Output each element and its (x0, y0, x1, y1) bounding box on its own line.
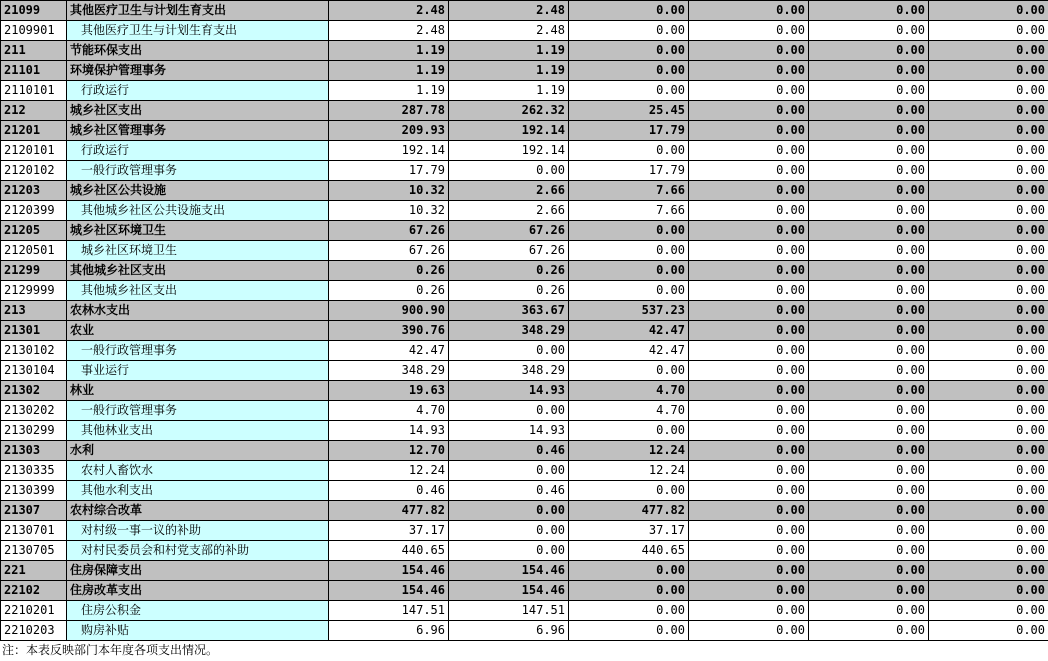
row-name-cell[interactable]: 住房公积金 (67, 601, 329, 621)
row-value-cell[interactable]: 17.79 (569, 121, 689, 141)
row-name-cell[interactable]: 住房保障支出 (67, 561, 329, 581)
row-code-cell[interactable]: 2130399 (1, 481, 67, 501)
row-value-cell[interactable]: 0.00 (929, 281, 1048, 301)
row-value-cell[interactable]: 10.32 (329, 181, 449, 201)
detail-row (1, 141, 1048, 161)
row-value-cell[interactable]: 0.00 (689, 281, 809, 301)
row-name-cell[interactable]: 一般行政管理事务 (67, 341, 329, 361)
row-code-cell[interactable]: 2109901 (1, 21, 67, 41)
row-value-cell[interactable]: 0.00 (689, 21, 809, 41)
row-value-cell[interactable]: 10.32 (329, 201, 449, 221)
row-value-cell[interactable]: 14.93 (449, 421, 569, 441)
row-name-cell[interactable]: 事业运行 (67, 361, 329, 381)
row-code-cell[interactable]: 21301 (1, 321, 67, 341)
row-value-cell[interactable]: 0.00 (809, 281, 929, 301)
row-value-cell[interactable]: 0.00 (449, 521, 569, 541)
summary-row (1, 121, 1048, 141)
row-value-cell[interactable]: 2.66 (449, 201, 569, 221)
detail-row (1, 81, 1048, 101)
row-value-cell[interactable]: 0.00 (809, 521, 929, 541)
row-value-cell[interactable]: 0.00 (809, 241, 929, 261)
row-value-cell[interactable]: 0.00 (569, 621, 689, 641)
row-value-cell[interactable]: 0.00 (449, 501, 569, 521)
footnote: 注：本表反映部门本年度各项支出情况。 (2, 643, 219, 657)
row-value-cell[interactable]: 192.14 (329, 141, 449, 161)
row-value-cell[interactable]: 0.00 (929, 181, 1048, 201)
row-code-cell[interactable]: 21203 (1, 181, 67, 201)
row-value-cell[interactable]: 67.26 (449, 221, 569, 241)
row-value-cell[interactable]: 0.00 (569, 81, 689, 101)
row-value-cell[interactable]: 12.24 (569, 461, 689, 481)
row-value-cell[interactable]: 0.00 (929, 41, 1048, 61)
detail-row (1, 341, 1048, 361)
row-value-cell[interactable]: 262.32 (449, 101, 569, 121)
summary-row (1, 581, 1048, 601)
row-value-cell[interactable]: 0.46 (449, 481, 569, 501)
row-value-cell[interactable]: 2.48 (449, 1, 569, 21)
row-value-cell[interactable]: 0.00 (689, 481, 809, 501)
row-value-cell[interactable]: 0.00 (689, 381, 809, 401)
row-value-cell[interactable]: 0.00 (689, 121, 809, 141)
row-value-cell[interactable]: 17.79 (569, 161, 689, 181)
row-value-cell[interactable]: 0.46 (449, 441, 569, 461)
row-value-cell[interactable]: 0.00 (929, 561, 1048, 581)
row-value-cell[interactable]: 0.00 (689, 441, 809, 461)
row-value-cell[interactable]: 0.00 (929, 381, 1048, 401)
row-value-cell[interactable]: 0.00 (809, 361, 929, 381)
row-value-cell[interactable]: 1.19 (329, 61, 449, 81)
row-value-cell[interactable]: 0.00 (449, 341, 569, 361)
row-name-cell[interactable]: 其他城乡社区支出 (67, 281, 329, 301)
detail-row (1, 421, 1048, 441)
row-value-cell[interactable]: 1.19 (449, 41, 569, 61)
row-value-cell[interactable]: 0.00 (809, 561, 929, 581)
row-code-cell[interactable]: 2120101 (1, 141, 67, 161)
row-code-cell[interactable]: 21302 (1, 381, 67, 401)
row-value-cell[interactable]: 0.00 (809, 1, 929, 21)
row-value-cell[interactable]: 0.00 (929, 581, 1048, 601)
row-value-cell[interactable]: 7.66 (569, 181, 689, 201)
row-value-cell[interactable]: 0.00 (689, 401, 809, 421)
summary-row (1, 561, 1048, 581)
row-value-cell[interactable]: 0.00 (569, 241, 689, 261)
row-value-cell[interactable]: 0.00 (929, 481, 1048, 501)
row-value-cell[interactable]: 0.00 (929, 101, 1048, 121)
row-name-cell[interactable]: 城乡社区公共设施 (67, 181, 329, 201)
row-value-cell[interactable]: 147.51 (449, 601, 569, 621)
row-value-cell[interactable]: 25.45 (569, 101, 689, 121)
row-value-cell[interactable]: 0.00 (809, 421, 929, 441)
row-value-cell[interactable]: 0.00 (689, 621, 809, 641)
row-value-cell[interactable]: 0.00 (569, 561, 689, 581)
row-name-cell[interactable]: 水利 (67, 441, 329, 461)
row-value-cell[interactable]: 348.29 (449, 321, 569, 341)
row-value-cell[interactable]: 440.65 (569, 541, 689, 561)
summary-row (1, 501, 1048, 521)
row-value-cell[interactable]: 0.00 (809, 41, 929, 61)
row-value-cell[interactable]: 390.76 (329, 321, 449, 341)
row-value-cell[interactable]: 0.00 (809, 401, 929, 421)
row-value-cell[interactable]: 0.00 (809, 141, 929, 161)
row-code-cell[interactable]: 2120501 (1, 241, 67, 261)
detail-row (1, 241, 1048, 261)
row-value-cell[interactable]: 6.96 (329, 621, 449, 641)
row-code-cell[interactable]: 21299 (1, 261, 67, 281)
row-value-cell[interactable]: 0.26 (449, 261, 569, 281)
summary-row (1, 181, 1048, 201)
row-value-cell[interactable]: 0.00 (689, 341, 809, 361)
row-value-cell[interactable]: 0.00 (809, 61, 929, 81)
row-value-cell[interactable]: 0.00 (689, 41, 809, 61)
row-value-cell[interactable]: 0.00 (689, 501, 809, 521)
row-name-cell[interactable]: 城乡社区管理事务 (67, 121, 329, 141)
detail-row (1, 621, 1048, 641)
row-value-cell[interactable]: 0.00 (809, 201, 929, 221)
row-value-cell[interactable]: 37.17 (329, 521, 449, 541)
row-code-cell[interactable]: 2129999 (1, 281, 67, 301)
row-code-cell[interactable]: 2130104 (1, 361, 67, 381)
row-name-cell[interactable]: 住房改革支出 (67, 581, 329, 601)
row-code-cell[interactable]: 2130335 (1, 461, 67, 481)
row-value-cell[interactable]: 0.00 (569, 421, 689, 441)
row-value-cell[interactable]: 0.00 (569, 481, 689, 501)
row-value-cell[interactable]: 0.46 (329, 481, 449, 501)
detail-row (1, 541, 1048, 561)
summary-row (1, 101, 1048, 121)
row-name-cell[interactable]: 对村级一事一议的补助 (67, 521, 329, 541)
row-value-cell[interactable]: 67.26 (329, 221, 449, 241)
row-value-cell[interactable]: 0.00 (689, 601, 809, 621)
row-value-cell[interactable]: 67.26 (329, 241, 449, 261)
row-value-cell[interactable]: 2.48 (329, 1, 449, 21)
row-code-cell[interactable]: 2130102 (1, 341, 67, 361)
row-value-cell[interactable]: 0.00 (809, 21, 929, 41)
row-value-cell[interactable]: 0.00 (809, 81, 929, 101)
row-value-cell[interactable]: 0.00 (809, 441, 929, 461)
row-value-cell[interactable]: 0.00 (569, 21, 689, 41)
row-value-cell[interactable]: 900.90 (329, 301, 449, 321)
row-value-cell[interactable]: 0.00 (689, 421, 809, 441)
row-value-cell[interactable]: 154.46 (449, 581, 569, 601)
row-code-cell[interactable]: 21307 (1, 501, 67, 521)
row-name-cell[interactable]: 其他水利支出 (67, 481, 329, 501)
row-value-cell[interactable]: 0.00 (929, 81, 1048, 101)
row-value-cell[interactable]: 0.00 (689, 81, 809, 101)
row-name-cell[interactable]: 其他林业支出 (67, 421, 329, 441)
row-name-cell[interactable]: 行政运行 (67, 81, 329, 101)
summary-row (1, 61, 1048, 81)
row-value-cell[interactable]: 154.46 (449, 561, 569, 581)
row-code-cell[interactable]: 2120102 (1, 161, 67, 181)
row-value-cell[interactable]: 0.00 (689, 581, 809, 601)
row-value-cell[interactable]: 0.00 (929, 21, 1048, 41)
row-value-cell[interactable]: 477.82 (329, 501, 449, 521)
row-value-cell[interactable]: 0.00 (929, 441, 1048, 461)
row-value-cell[interactable]: 0.00 (569, 261, 689, 281)
row-name-cell[interactable]: 环境保护管理事务 (67, 61, 329, 81)
row-value-cell[interactable]: 0.00 (569, 601, 689, 621)
row-value-cell[interactable]: 42.47 (569, 341, 689, 361)
row-value-cell[interactable]: 0.00 (929, 361, 1048, 381)
table-body (1, 1, 1048, 641)
row-value-cell[interactable]: 154.46 (329, 561, 449, 581)
row-value-cell[interactable]: 0.00 (689, 61, 809, 81)
row-value-cell[interactable]: 0.00 (569, 361, 689, 381)
row-value-cell[interactable]: 1.19 (449, 81, 569, 101)
row-name-cell[interactable]: 城乡社区环境卫生 (67, 221, 329, 241)
row-value-cell[interactable]: 0.00 (929, 321, 1048, 341)
summary-row (1, 301, 1048, 321)
row-value-cell[interactable]: 0.00 (689, 221, 809, 241)
row-value-cell[interactable]: 0.00 (809, 541, 929, 561)
row-value-cell[interactable]: 348.29 (449, 361, 569, 381)
row-value-cell[interactable]: 12.24 (329, 461, 449, 481)
row-value-cell[interactable]: 0.00 (809, 621, 929, 641)
row-code-cell[interactable]: 2130701 (1, 521, 67, 541)
row-value-cell[interactable]: 0.00 (689, 161, 809, 181)
row-code-cell[interactable]: 2110101 (1, 81, 67, 101)
row-value-cell[interactable]: 42.47 (329, 341, 449, 361)
row-value-cell[interactable]: 0.00 (689, 521, 809, 541)
row-value-cell[interactable]: 0.00 (809, 461, 929, 481)
row-value-cell[interactable]: 2.48 (329, 21, 449, 41)
row-value-cell[interactable]: 0.00 (929, 121, 1048, 141)
row-name-cell[interactable]: 对村民委员会和村党支部的补助 (67, 541, 329, 561)
detail-row (1, 481, 1048, 501)
row-name-cell[interactable]: 一般行政管理事务 (67, 401, 329, 421)
row-value-cell[interactable]: 0.00 (689, 561, 809, 581)
row-value-cell[interactable]: 0.26 (329, 281, 449, 301)
row-value-cell[interactable]: 0.00 (569, 281, 689, 301)
detail-row (1, 21, 1048, 41)
row-value-cell[interactable]: 0.00 (809, 501, 929, 521)
row-name-cell[interactable]: 农村综合改革 (67, 501, 329, 521)
row-value-cell[interactable]: 17.79 (329, 161, 449, 181)
summary-row (1, 1, 1048, 21)
row-value-cell[interactable]: 0.00 (929, 161, 1048, 181)
row-name-cell[interactable]: 农业 (67, 321, 329, 341)
row-value-cell[interactable]: 0.00 (689, 321, 809, 341)
row-name-cell[interactable]: 其他城乡社区公共设施支出 (67, 201, 329, 221)
row-value-cell[interactable]: 0.00 (929, 601, 1048, 621)
detail-row (1, 521, 1048, 541)
row-value-cell[interactable]: 0.00 (809, 121, 929, 141)
row-value-cell[interactable]: 147.51 (329, 601, 449, 621)
row-code-cell[interactable]: 2120399 (1, 201, 67, 221)
row-value-cell[interactable]: 192.14 (449, 121, 569, 141)
row-value-cell[interactable]: 0.00 (929, 221, 1048, 241)
row-name-cell[interactable]: 农村人畜饮水 (67, 461, 329, 481)
summary-row (1, 381, 1048, 401)
detail-row (1, 461, 1048, 481)
row-value-cell[interactable]: 0.00 (689, 541, 809, 561)
row-value-cell[interactable]: 0.00 (929, 621, 1048, 641)
summary-row (1, 441, 1048, 461)
row-value-cell[interactable]: 14.93 (449, 381, 569, 401)
row-value-cell[interactable]: 0.00 (809, 581, 929, 601)
row-value-cell[interactable]: 19.63 (329, 381, 449, 401)
row-code-cell[interactable]: 2130705 (1, 541, 67, 561)
row-value-cell[interactable]: 0.00 (449, 541, 569, 561)
row-value-cell[interactable]: 0.00 (809, 341, 929, 361)
row-value-cell[interactable]: 0.00 (929, 201, 1048, 221)
row-name-cell[interactable]: 林业 (67, 381, 329, 401)
row-value-cell[interactable]: 0.00 (689, 101, 809, 121)
row-code-cell[interactable]: 2210201 (1, 601, 67, 621)
row-value-cell[interactable]: 287.78 (329, 101, 449, 121)
row-value-cell[interactable]: 0.00 (689, 181, 809, 201)
row-value-cell[interactable]: 477.82 (569, 501, 689, 521)
row-value-cell[interactable]: 363.67 (449, 301, 569, 321)
row-value-cell[interactable]: 0.00 (929, 461, 1048, 481)
row-value-cell[interactable]: 0.00 (929, 521, 1048, 541)
detail-row (1, 601, 1048, 621)
row-value-cell[interactable]: 0.00 (569, 141, 689, 161)
row-value-cell[interactable]: 0.00 (929, 341, 1048, 361)
row-code-cell[interactable]: 2130299 (1, 421, 67, 441)
summary-row (1, 221, 1048, 241)
row-value-cell[interactable]: 0.00 (809, 101, 929, 121)
row-code-cell[interactable]: 213 (1, 301, 67, 321)
row-value-cell[interactable]: 0.00 (809, 481, 929, 501)
row-value-cell[interactable]: 537.23 (569, 301, 689, 321)
row-value-cell[interactable]: 7.66 (569, 201, 689, 221)
row-value-cell[interactable]: 0.00 (689, 141, 809, 161)
row-value-cell[interactable]: 0.00 (929, 501, 1048, 521)
row-value-cell[interactable]: 0.00 (809, 601, 929, 621)
row-value-cell[interactable]: 12.70 (329, 441, 449, 461)
row-value-cell[interactable]: 0.00 (809, 161, 929, 181)
row-value-cell[interactable]: 1.19 (329, 41, 449, 61)
detail-row (1, 161, 1048, 181)
row-value-cell[interactable]: 0.00 (569, 581, 689, 601)
row-value-cell[interactable]: 0.00 (809, 261, 929, 281)
row-value-cell[interactable]: 348.29 (329, 361, 449, 381)
row-value-cell[interactable]: 0.00 (929, 401, 1048, 421)
row-value-cell[interactable]: 6.96 (449, 621, 569, 641)
row-value-cell[interactable]: 0.00 (809, 221, 929, 241)
summary-row (1, 41, 1048, 61)
row-value-cell[interactable]: 0.00 (929, 301, 1048, 321)
row-value-cell[interactable]: 154.46 (329, 581, 449, 601)
row-value-cell[interactable]: 0.00 (929, 1, 1048, 21)
row-value-cell[interactable]: 0.26 (449, 281, 569, 301)
row-value-cell[interactable]: 1.19 (449, 61, 569, 81)
row-value-cell[interactable]: 0.00 (449, 401, 569, 421)
row-value-cell[interactable]: 0.00 (809, 381, 929, 401)
row-value-cell[interactable]: 0.00 (929, 421, 1048, 441)
row-value-cell[interactable]: 4.70 (569, 401, 689, 421)
row-value-cell[interactable]: 14.93 (329, 421, 449, 441)
row-value-cell[interactable]: 0.00 (449, 461, 569, 481)
row-name-cell[interactable]: 其他医疗卫生与计划生育支出 (67, 1, 329, 21)
detail-row (1, 361, 1048, 381)
row-value-cell[interactable]: 2.48 (449, 21, 569, 41)
row-code-cell[interactable]: 212 (1, 101, 67, 121)
row-value-cell[interactable]: 0.00 (689, 461, 809, 481)
row-value-cell[interactable]: 0.00 (689, 241, 809, 261)
summary-row (1, 261, 1048, 281)
row-value-cell[interactable]: 192.14 (449, 141, 569, 161)
row-name-cell[interactable]: 城乡社区支出 (67, 101, 329, 121)
row-code-cell[interactable]: 22102 (1, 581, 67, 601)
row-value-cell[interactable]: 0.00 (929, 541, 1048, 561)
row-name-cell[interactable]: 其他医疗卫生与计划生育支出 (67, 21, 329, 41)
row-value-cell[interactable]: 0.00 (809, 321, 929, 341)
row-value-cell[interactable]: 4.70 (329, 401, 449, 421)
row-code-cell[interactable]: 2130202 (1, 401, 67, 421)
detail-row (1, 281, 1048, 301)
row-value-cell[interactable]: 2.66 (449, 181, 569, 201)
row-code-cell[interactable]: 211 (1, 41, 67, 61)
row-value-cell[interactable]: 0.00 (689, 261, 809, 281)
row-code-cell[interactable]: 21101 (1, 61, 67, 81)
row-code-cell[interactable]: 21303 (1, 441, 67, 461)
row-value-cell[interactable]: 0.00 (929, 241, 1048, 261)
row-value-cell[interactable]: 4.70 (569, 381, 689, 401)
row-value-cell[interactable]: 209.93 (329, 121, 449, 141)
detail-row (1, 201, 1048, 221)
row-name-cell[interactable]: 其他城乡社区支出 (67, 261, 329, 281)
row-code-cell[interactable]: 21099 (1, 1, 67, 21)
row-name-cell[interactable]: 农林水支出 (67, 301, 329, 321)
row-value-cell[interactable]: 0.00 (929, 261, 1048, 281)
row-name-cell[interactable]: 城乡社区环境卫生 (67, 241, 329, 261)
row-value-cell[interactable]: 0.00 (689, 1, 809, 21)
row-name-cell[interactable]: 节能环保支出 (67, 41, 329, 61)
row-value-cell[interactable]: 0.00 (569, 61, 689, 81)
row-value-cell[interactable]: 0.00 (929, 61, 1048, 81)
row-value-cell[interactable]: 0.00 (449, 161, 569, 181)
row-value-cell[interactable]: 0.00 (809, 181, 929, 201)
row-value-cell[interactable]: 0.00 (809, 301, 929, 321)
summary-row (1, 321, 1048, 341)
row-value-cell[interactable]: 0.00 (569, 1, 689, 21)
row-value-cell[interactable]: 12.24 (569, 441, 689, 461)
row-value-cell[interactable]: 42.47 (569, 321, 689, 341)
row-value-cell[interactable]: 67.26 (449, 241, 569, 261)
row-value-cell[interactable]: 0.00 (689, 361, 809, 381)
row-value-cell[interactable]: 0.00 (689, 201, 809, 221)
row-value-cell[interactable]: 0.26 (329, 261, 449, 281)
row-value-cell[interactable]: 37.17 (569, 521, 689, 541)
row-value-cell[interactable]: 1.19 (329, 81, 449, 101)
row-code-cell[interactable]: 21201 (1, 121, 67, 141)
row-value-cell[interactable]: 0.00 (929, 141, 1048, 161)
row-value-cell[interactable]: 0.00 (569, 41, 689, 61)
row-name-cell[interactable]: 购房补贴 (67, 621, 329, 641)
row-value-cell[interactable]: 440.65 (329, 541, 449, 561)
detail-row (1, 401, 1048, 421)
row-code-cell[interactable]: 2210203 (1, 621, 67, 641)
row-value-cell[interactable]: 0.00 (689, 301, 809, 321)
row-value-cell[interactable]: 0.00 (569, 221, 689, 241)
row-code-cell[interactable]: 21205 (1, 221, 67, 241)
row-name-cell[interactable]: 行政运行 (67, 141, 329, 161)
row-name-cell[interactable]: 一般行政管理事务 (67, 161, 329, 181)
row-code-cell[interactable]: 221 (1, 561, 67, 581)
